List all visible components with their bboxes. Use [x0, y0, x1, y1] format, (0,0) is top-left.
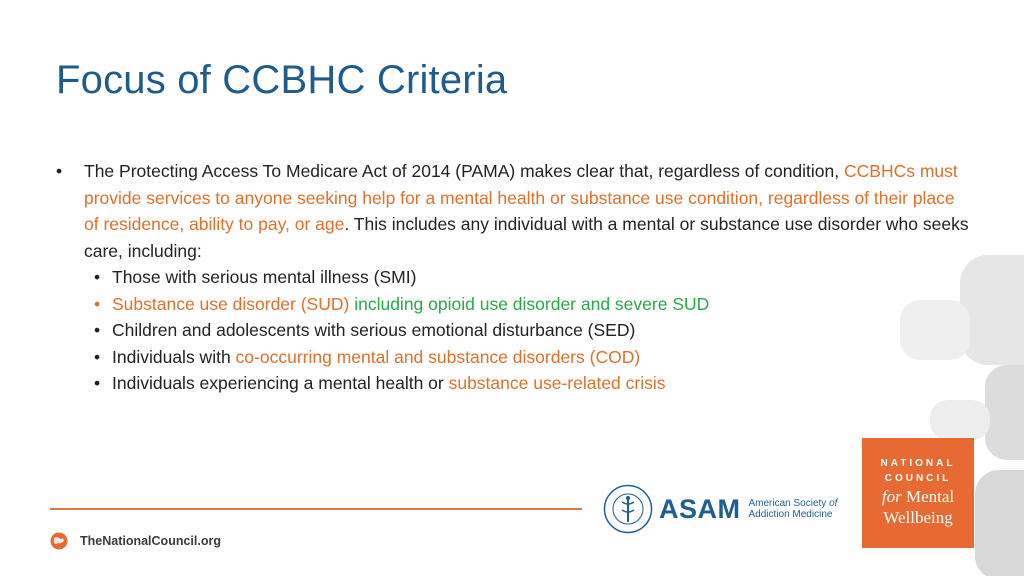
bullet-icon: • [94, 267, 101, 287]
footer-website [50, 532, 221, 550]
asam-logo [603, 484, 837, 534]
list-item [94, 264, 986, 291]
bullet-icon: • [94, 346, 101, 367]
main-text-highlight: CCBHCs must provide services to anyone seeking help for a mental health or substance use condition, regardless of their place of residence, ability to pay, or age [84, 161, 958, 234]
main-bullet [56, 158, 986, 264]
list-item [94, 344, 986, 371]
list-item-text [112, 291, 709, 318]
website-link[interactable]: TheNationalCouncil.org [80, 534, 221, 548]
content-body [56, 158, 986, 397]
asam-seal-icon [603, 484, 653, 534]
bullet-icon: • [94, 320, 101, 340]
globe-icon [50, 532, 68, 550]
list-item [94, 291, 986, 318]
main-text-part1: The Protecting Access To Medicare Act of 2014 (PAMA) makes clear that, regardless of condition, [84, 161, 844, 181]
bullet-icon: • [94, 373, 101, 393]
list-item-highlight: substance use-related crisis [448, 373, 666, 393]
list-item [94, 317, 986, 344]
main-bullet-text [84, 158, 974, 264]
list-item-text [112, 344, 640, 371]
nc-line2: COUNCIL [884, 473, 952, 484]
asam-name-line1: American Society [748, 498, 830, 509]
national-council-logo [862, 438, 974, 548]
list-item-text: Those with serious mental illness (SMI) [112, 267, 417, 287]
nc-line1: NATIONAL [880, 458, 956, 469]
page-title: Focus of CCBHC Criteria [56, 58, 508, 102]
asam-name-of: of [829, 498, 838, 509]
footer-divider [50, 508, 582, 510]
nc-mental: Mental [901, 487, 955, 506]
list-item-green: including opioid use disorder and severe SUD [354, 293, 710, 314]
list-item-prefix: Individuals experiencing a mental health or [112, 373, 449, 393]
asam-name-line2: Addiction Medicine [748, 509, 833, 520]
list-item-highlight: co-occurring mental and substance disorders (COD) [235, 346, 641, 367]
list-item [94, 370, 986, 397]
nc-for: for [881, 487, 902, 506]
list-item-text [112, 370, 666, 397]
asam-fullname [749, 498, 838, 520]
list-item-highlight: Substance use disorder (SUD) [112, 293, 355, 314]
asam-acronym: ASAM [659, 493, 741, 524]
list-item-text: Children and adolescents with serious emotional disturbance (SED) [112, 320, 636, 340]
sub-bullet-list [56, 264, 986, 397]
nc-wellbeing: Wellbeing [883, 508, 953, 527]
bullet-icon: • [56, 161, 63, 181]
main-text-part2: . This includes any individual with a mental or substance use disorder who seeks care, including: [84, 214, 969, 261]
list-item-prefix: Individuals with [112, 346, 236, 367]
bullet-icon: • [94, 293, 101, 314]
